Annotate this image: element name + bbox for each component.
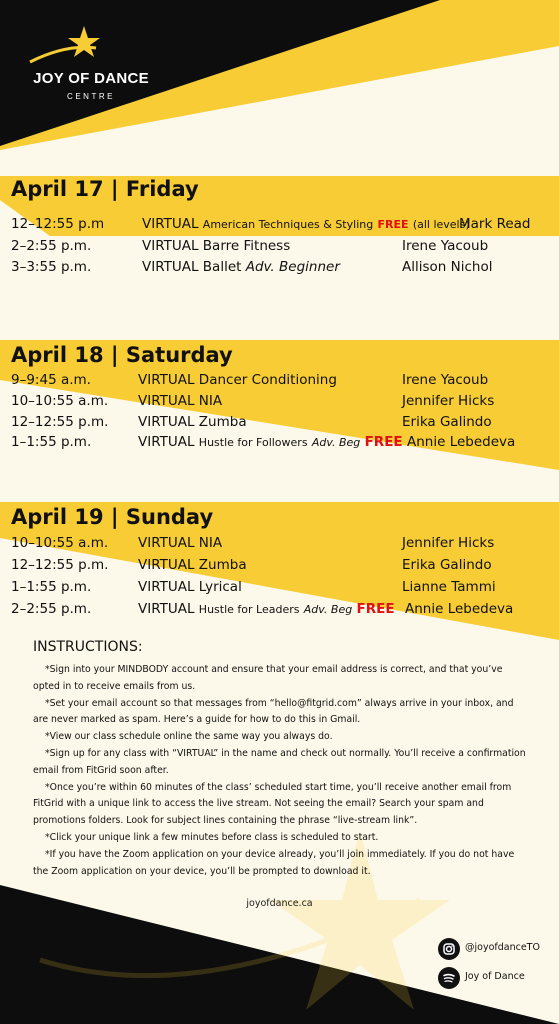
virtual-label: VIRTUAL bbox=[138, 535, 195, 551]
class-title: Dancer Conditioning bbox=[198, 372, 337, 388]
instagram-handle: @joyofdanceTO bbox=[465, 942, 540, 953]
class-time: 2–2:55 p.m. bbox=[11, 601, 92, 617]
instruction-item: *Once you’re within 60 minutes of the class’ scheduled start time, you’ll receive another email from FitGrid with a unique link to access the live stream. Not seeing the email? Search your spam and promotions folders. Look for subject lines containing the phrase “live-stream link”. bbox=[33, 781, 512, 827]
instruction-item: *Click your unique link a few minutes before class is scheduled to start. bbox=[45, 831, 379, 843]
virtual-label: VIRTUAL bbox=[138, 393, 195, 409]
class-name bbox=[138, 557, 247, 573]
brand-logo bbox=[26, 24, 156, 110]
instruction-item: *Sign into your MINDBODY account and ensure that your email address is correct, and that you’ve opted in to receive emails from us. bbox=[33, 664, 503, 692]
schedule-row bbox=[0, 259, 559, 279]
day-title-saturday: April 18 | Saturday bbox=[11, 343, 233, 367]
schedule-row bbox=[0, 238, 559, 258]
class-title: Lyrical bbox=[198, 579, 242, 595]
website-link[interactable]: joyofdance.ca bbox=[246, 898, 313, 909]
virtual-label: VIRTUAL bbox=[138, 372, 195, 388]
day-title-sunday: April 19 | Sunday bbox=[11, 505, 214, 529]
class-time: 3–3:55 p.m. bbox=[11, 259, 92, 275]
spotify-icon bbox=[438, 967, 460, 989]
schedule-row bbox=[0, 216, 559, 236]
class-title: Zumba bbox=[198, 414, 247, 430]
free-badge: FREE bbox=[377, 218, 409, 231]
schedule-row bbox=[0, 535, 559, 555]
spotify-link[interactable] bbox=[438, 967, 558, 991]
class-name bbox=[138, 535, 222, 551]
class-time: 12–12:55 p.m bbox=[11, 216, 105, 232]
instructor-name: Irene Yacoub bbox=[402, 372, 489, 388]
instructor-name: Annie Lebedeva bbox=[407, 434, 516, 450]
class-time: 12–12:55 p.m. bbox=[11, 557, 109, 573]
virtual-label: VIRTUAL bbox=[142, 216, 199, 232]
class-name bbox=[142, 259, 340, 275]
class-level: Adv. Beg bbox=[311, 436, 361, 449]
free-badge: FREE bbox=[364, 434, 403, 450]
day-title-friday: April 17 | Friday bbox=[11, 177, 199, 201]
virtual-label: VIRTUAL bbox=[138, 557, 195, 573]
instructor-name: Irene Yacoub bbox=[402, 238, 489, 254]
instructor-name: Erika Galindo bbox=[402, 414, 492, 430]
instructions-list bbox=[33, 662, 529, 880]
class-time: 9–9:45 a.m. bbox=[11, 372, 91, 388]
class-time: 10–10:55 a.m. bbox=[11, 535, 109, 551]
schedule-row bbox=[0, 434, 559, 454]
class-level: Adv. Beginner bbox=[245, 259, 340, 275]
instructor-name: Erika Galindo bbox=[402, 557, 492, 573]
class-name bbox=[138, 414, 247, 430]
logo-star-icon bbox=[26, 24, 156, 70]
class-name bbox=[138, 372, 337, 388]
schedule-row bbox=[0, 557, 559, 577]
class-time: 10–10:55 a.m. bbox=[11, 393, 109, 409]
instagram-icon bbox=[438, 938, 460, 960]
virtual-label: VIRTUAL bbox=[138, 579, 195, 595]
brand-subtitle: CENTRE bbox=[67, 92, 115, 101]
class-title: American Techniques & Styling bbox=[202, 218, 374, 231]
instruction-item: *Set your email account so that messages from “hello@fitgrid.com” always arrive in your inbox, and are never marked as spam. Here’s a guide for how to do this in Gmail. bbox=[33, 697, 514, 726]
class-title: Ballet bbox=[202, 259, 242, 275]
schedule-row bbox=[0, 372, 559, 392]
virtual-label: VIRTUAL bbox=[138, 434, 195, 450]
class-name bbox=[138, 434, 403, 450]
class-name bbox=[138, 579, 242, 595]
class-title: Hustle for Followers bbox=[198, 436, 308, 449]
class-time: 2–2:55 p.m. bbox=[11, 238, 92, 254]
instructor-name: Lianne Tammi bbox=[402, 579, 496, 595]
class-level: Adv. Beg bbox=[303, 603, 353, 616]
class-time: 1–1:55 p.m. bbox=[11, 434, 92, 450]
instruction-item: *Sign up for any class with “VIRTUAL” in the name and check out normally. You’ll receive a confirmation email from FitGrid soon after. bbox=[33, 747, 526, 776]
instructions-title: INSTRUCTIONS: bbox=[33, 639, 143, 655]
class-extra: (all levels) bbox=[412, 218, 470, 231]
class-title: Barre Fitness bbox=[202, 238, 291, 254]
instructor-name: Mark Read bbox=[459, 216, 531, 232]
class-title: Hustle for Leaders bbox=[198, 603, 300, 616]
schedule-row bbox=[0, 393, 559, 413]
virtual-label: VIRTUAL bbox=[142, 259, 199, 275]
virtual-label: VIRTUAL bbox=[142, 238, 199, 254]
instructor-name: Allison Nichol bbox=[402, 259, 493, 275]
brand-name: JOY OF DANCE bbox=[33, 70, 149, 87]
free-badge: FREE bbox=[356, 601, 395, 617]
class-name bbox=[138, 393, 222, 409]
class-title: Zumba bbox=[198, 557, 247, 573]
class-title: NIA bbox=[198, 535, 223, 551]
class-time: 12–12:55 p.m. bbox=[11, 414, 109, 430]
class-time: 1–1:55 p.m. bbox=[11, 579, 92, 595]
virtual-label: VIRTUAL bbox=[138, 601, 195, 617]
schedule-row bbox=[0, 579, 559, 599]
schedule-row bbox=[0, 601, 559, 621]
instruction-item: *If you have the Zoom application on your device already, you’ll join immediately. If you do not have the Zoom application on your device, you’ll be prompted to download it. bbox=[33, 848, 515, 877]
spotify-label: Joy of Dance bbox=[465, 971, 525, 982]
instructor-name: Jennifer Hicks bbox=[402, 535, 495, 551]
instructor-name: Jennifer Hicks bbox=[402, 393, 495, 409]
virtual-label: VIRTUAL bbox=[138, 414, 195, 430]
class-title: NIA bbox=[198, 393, 223, 409]
instruction-item: *View our class schedule online the same way you always do. bbox=[45, 731, 333, 743]
class-name bbox=[142, 238, 290, 254]
class-name bbox=[142, 216, 470, 232]
instructor-name: Annie Lebedeva bbox=[405, 601, 514, 617]
class-name bbox=[138, 601, 395, 617]
instagram-link[interactable] bbox=[438, 938, 558, 962]
schedule-row bbox=[0, 414, 559, 434]
